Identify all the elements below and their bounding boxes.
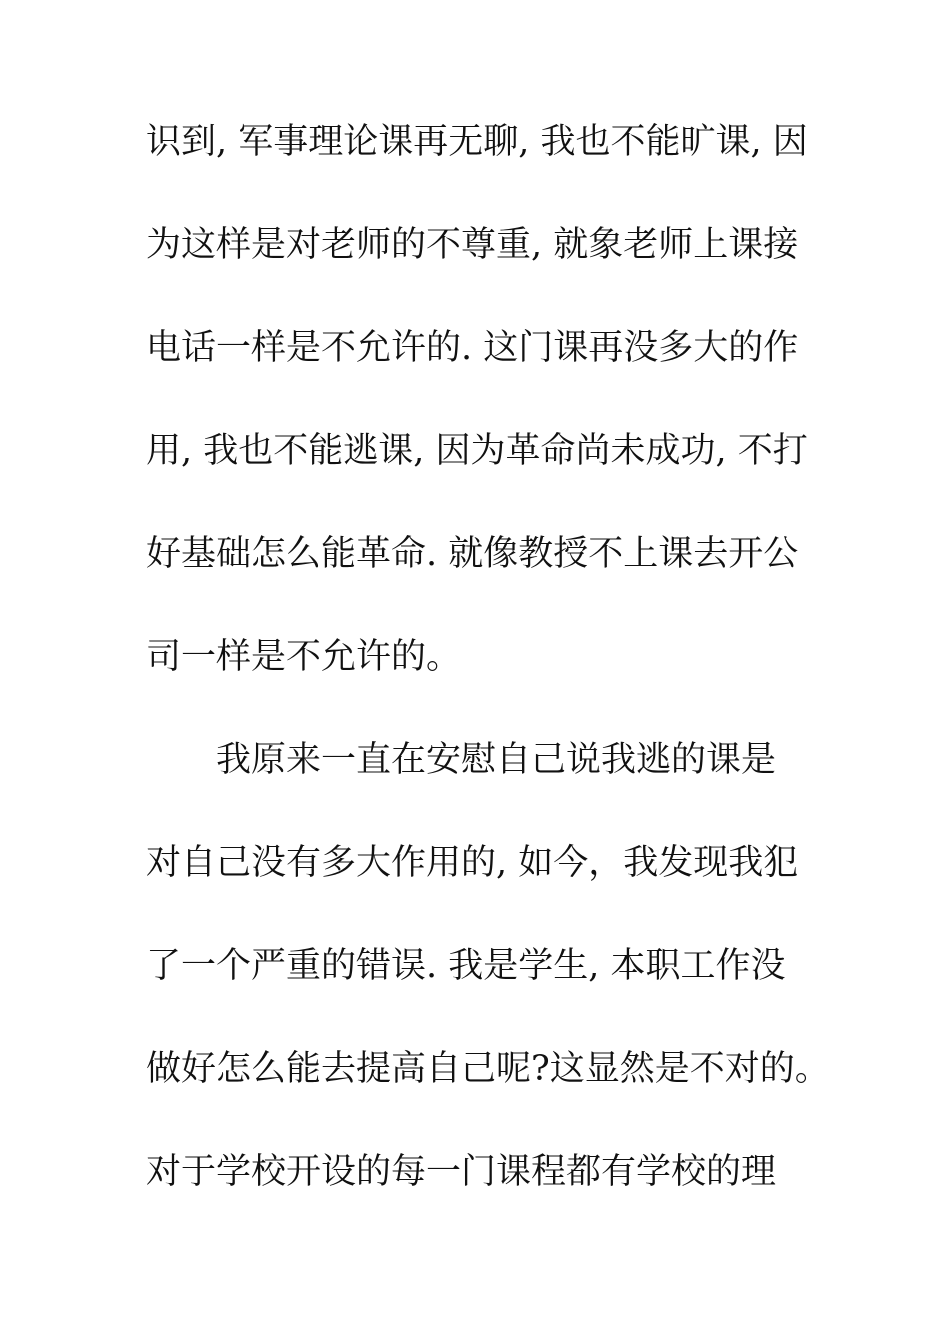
text-line-9: 了一个严重的错误. 我是学生, 本职工作没 xyxy=(146,946,786,986)
document-body xyxy=(146,122,846,1258)
text-line-3: 电话一样是不允许的. 这门课再没多大的作 xyxy=(146,328,799,368)
text-line-2: 为这样是对老师的不尊重, 就象老师上课接 xyxy=(146,225,799,265)
text-line-10: 做好怎么能去提高自己呢?这显然是不对的。 xyxy=(146,1049,830,1089)
text-line-11: 对于学校开设的每一门课程都有学校的理 xyxy=(146,1152,777,1192)
text-line-6: 司一样是不允许的。 xyxy=(146,637,462,677)
text-line-4: 用, 我也不能逃课, 因为革命尚未成功, 不打 xyxy=(146,431,808,471)
text-line-5: 好基础怎么能革命. 就像教授不上课去开公 xyxy=(146,534,799,574)
text-line-7-paragraph-start: 我原来一直在安慰自己说我逃的课是 xyxy=(216,740,777,780)
text-line-8: 对自己没有多大作用的, 如今，我发现我犯 xyxy=(146,843,799,883)
text-line-1: 识到, 军事理论课再无聊, 我也不能旷课, 因 xyxy=(146,122,808,162)
